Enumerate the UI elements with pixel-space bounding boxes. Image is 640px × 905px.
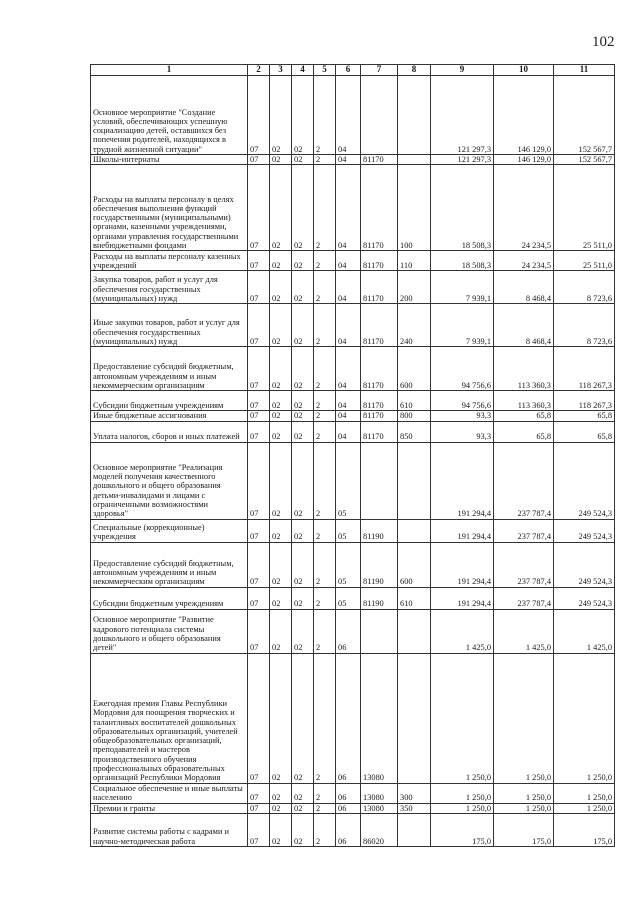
code-cell: 04 [336, 304, 361, 347]
code-cell: 2 [314, 587, 336, 609]
code-cell: 07 [248, 783, 270, 803]
code-cell: 81190 [361, 519, 398, 542]
table-row [91, 251, 615, 271]
code-cell: 13080 [361, 783, 398, 803]
code-cell: 81170 [361, 391, 398, 411]
code-cell: 02 [270, 421, 292, 442]
code-cell: 02 [270, 653, 292, 783]
code-cell: 02 [292, 442, 314, 519]
code-cell: 07 [248, 304, 270, 347]
code-cell: 81170 [361, 304, 398, 347]
code-cell: 600 [398, 542, 431, 587]
amount-cell: 249 524,3 [554, 442, 615, 519]
code-cell: 05 [336, 442, 361, 519]
code-cell: 02 [292, 587, 314, 609]
code-cell: 610 [398, 587, 431, 609]
code-cell: 02 [292, 391, 314, 411]
amount-cell: 191 294,4 [431, 442, 494, 519]
code-cell: 02 [292, 813, 314, 846]
table-row [91, 421, 615, 442]
code-cell: 13080 [361, 803, 398, 813]
code-cell: 02 [270, 803, 292, 813]
amount-cell: 24 234,5 [494, 251, 554, 271]
code-cell: 2 [314, 165, 336, 251]
table-row [91, 155, 615, 165]
code-cell: 02 [270, 519, 292, 542]
budget-table [90, 64, 615, 847]
code-cell [398, 653, 431, 783]
amount-cell: 121 297,3 [431, 76, 494, 155]
header-cell: 6 [336, 65, 361, 76]
table-row [91, 609, 615, 653]
amount-cell: 191 294,4 [431, 542, 494, 587]
row-name-cell: Предоставление субсидий бюджетным, автономным учреждениям и иным некоммерческим организациям [91, 542, 248, 587]
amount-cell: 7 939,1 [431, 271, 494, 304]
amount-cell: 1 250,0 [494, 783, 554, 803]
code-cell: 04 [336, 391, 361, 411]
row-name-cell: Премии и гранты [91, 803, 248, 813]
code-cell [361, 442, 398, 519]
code-cell: 610 [398, 391, 431, 411]
amount-cell: 25 511,0 [554, 251, 615, 271]
code-cell: 100 [398, 165, 431, 251]
amount-cell: 113 360,3 [494, 347, 554, 391]
amount-cell: 7 939,1 [431, 304, 494, 347]
table-row [91, 76, 615, 155]
code-cell: 02 [292, 542, 314, 587]
code-cell: 02 [270, 813, 292, 846]
code-cell: 02 [292, 783, 314, 803]
code-cell: 07 [248, 251, 270, 271]
code-cell: 2 [314, 783, 336, 803]
code-cell: 07 [248, 421, 270, 442]
row-name-cell: Иные закупки товаров, работ и услуг для обеспечения государственных (муниципальных) нужд [91, 304, 248, 347]
amount-cell: 118 267,3 [554, 347, 615, 391]
code-cell: 850 [398, 421, 431, 442]
code-cell: 86020 [361, 813, 398, 846]
amount-cell: 175,0 [554, 813, 615, 846]
code-cell: 06 [336, 803, 361, 813]
code-cell: 07 [248, 587, 270, 609]
amount-cell: 1 250,0 [431, 803, 494, 813]
code-cell: 2 [314, 813, 336, 846]
table-row [91, 519, 615, 542]
code-cell: 2 [314, 542, 336, 587]
code-cell: 04 [336, 251, 361, 271]
amount-cell: 249 524,3 [554, 519, 615, 542]
code-cell: 2 [314, 271, 336, 304]
amount-cell: 65,8 [554, 421, 615, 442]
code-cell: 02 [270, 304, 292, 347]
table-row [91, 347, 615, 391]
code-cell: 02 [270, 542, 292, 587]
code-cell: 07 [248, 803, 270, 813]
row-name-cell: Основное мероприятие "Развитие кадрового потенциала системы дошкольного и общего образования детей" [91, 609, 248, 653]
code-cell: 2 [314, 347, 336, 391]
header-cell: 9 [431, 65, 494, 76]
row-name-cell: Иные бюджетные ассигнования [91, 411, 248, 421]
code-cell: 13080 [361, 653, 398, 783]
page-number: 102 [592, 34, 615, 50]
code-cell: 04 [336, 271, 361, 304]
code-cell: 02 [292, 653, 314, 783]
amount-cell: 146 129,0 [494, 76, 554, 155]
code-cell: 02 [292, 347, 314, 391]
header-cell: 3 [270, 65, 292, 76]
amount-cell: 249 524,3 [554, 542, 615, 587]
amount-cell: 113 360,3 [494, 391, 554, 411]
code-cell: 07 [248, 442, 270, 519]
amount-cell: 191 294,4 [431, 587, 494, 609]
code-cell: 2 [314, 304, 336, 347]
code-cell: 02 [270, 391, 292, 411]
amount-cell: 175,0 [431, 813, 494, 846]
code-cell: 07 [248, 813, 270, 846]
code-cell: 2 [314, 653, 336, 783]
row-name-cell: Основное мероприятие "Реализация моделей получения качественного дошкольного и общего образования детьми-инвалидами и лицами с ограниченными возможностями здоровья" [91, 442, 248, 519]
code-cell: 2 [314, 421, 336, 442]
amount-cell: 8 468,4 [494, 271, 554, 304]
code-cell: 2 [314, 411, 336, 421]
amount-cell: 191 294,4 [431, 519, 494, 542]
code-cell: 02 [270, 251, 292, 271]
table-row [91, 165, 615, 251]
code-cell: 02 [292, 803, 314, 813]
code-cell: 2 [314, 251, 336, 271]
code-cell: 02 [270, 442, 292, 519]
amount-cell: 237 787,4 [494, 442, 554, 519]
code-cell: 02 [270, 587, 292, 609]
amount-cell: 8 723,6 [554, 304, 615, 347]
code-cell: 02 [270, 271, 292, 304]
code-cell: 2 [314, 609, 336, 653]
row-name-cell: Ежегодная премия Главы Республики Мордовия для поощрения творческих и талантливых воспитателей дошкольных образовательных организаций, учителей общеобразовательных организаций, преподавателей и мастеров производственного обучения профессиональных образовательных организаций Республики Мордовия [91, 653, 248, 783]
table-row [91, 587, 615, 609]
row-name-cell: Уплата налогов, сборов и иных платежей [91, 421, 248, 442]
code-cell: 240 [398, 304, 431, 347]
amount-cell: 1 250,0 [431, 653, 494, 783]
code-cell: 04 [336, 165, 361, 251]
code-cell: 300 [398, 783, 431, 803]
table-row [91, 391, 615, 411]
code-cell [398, 519, 431, 542]
table-row [91, 813, 615, 846]
code-cell: 81170 [361, 421, 398, 442]
code-cell: 2 [314, 803, 336, 813]
code-cell: 04 [336, 76, 361, 155]
header-cell: 2 [248, 65, 270, 76]
code-cell: 06 [336, 653, 361, 783]
code-cell: 04 [336, 421, 361, 442]
amount-cell: 18 508,3 [431, 251, 494, 271]
amount-cell: 1 250,0 [431, 783, 494, 803]
code-cell: 02 [292, 271, 314, 304]
code-cell: 05 [336, 542, 361, 587]
code-cell [361, 76, 398, 155]
code-cell: 81170 [361, 251, 398, 271]
amount-cell: 237 787,4 [494, 542, 554, 587]
code-cell: 800 [398, 411, 431, 421]
code-cell: 81190 [361, 542, 398, 587]
code-cell: 02 [292, 165, 314, 251]
code-cell: 02 [292, 609, 314, 653]
code-cell: 2 [314, 519, 336, 542]
header-cell: 4 [292, 65, 314, 76]
header-cell: 11 [554, 65, 615, 76]
amount-cell: 237 787,4 [494, 519, 554, 542]
row-name-cell: Специальные (коррекционные) учреждения [91, 519, 248, 542]
code-cell: 04 [336, 155, 361, 165]
code-cell [361, 609, 398, 653]
row-name-cell: Социальное обеспечение и иные выплаты населению [91, 783, 248, 803]
code-cell: 81170 [361, 165, 398, 251]
code-cell: 06 [336, 783, 361, 803]
code-cell: 02 [292, 411, 314, 421]
code-cell: 07 [248, 155, 270, 165]
row-name-cell: Расходы на выплаты персоналу в целях обеспечения выполнения функций государственными (муниципальными) органами, казенными учреждениями, органами управления государственными внебюджетными фондами [91, 165, 248, 251]
code-cell: 02 [270, 76, 292, 155]
table-row [91, 542, 615, 587]
header-row [91, 65, 615, 76]
amount-cell: 1 425,0 [494, 609, 554, 653]
row-name-cell: Расходы на выплаты персоналу казенных учреждений [91, 251, 248, 271]
row-name-cell: Школы-интернаты [91, 155, 248, 165]
row-name-cell: Предоставление субсидий бюджетным, автономным учреждениям и иным некоммерческим организациям [91, 347, 248, 391]
code-cell: 02 [292, 519, 314, 542]
code-cell: 02 [292, 155, 314, 165]
code-cell [398, 609, 431, 653]
row-name-cell: Субсидии бюджетным учреждениям [91, 587, 248, 609]
code-cell: 2 [314, 391, 336, 411]
code-cell: 02 [270, 155, 292, 165]
table-row [91, 271, 615, 304]
code-cell: 2 [314, 442, 336, 519]
amount-cell: 65,8 [494, 421, 554, 442]
amount-cell: 1 425,0 [554, 609, 615, 653]
header-cell: 1 [91, 65, 248, 76]
code-cell: 2 [314, 76, 336, 155]
amount-cell: 1 250,0 [554, 653, 615, 783]
code-cell: 81170 [361, 411, 398, 421]
amount-cell: 1 250,0 [554, 783, 615, 803]
amount-cell: 146 129,0 [494, 155, 554, 165]
amount-cell: 237 787,4 [494, 587, 554, 609]
amount-cell: 65,8 [494, 411, 554, 421]
row-name-cell: Развитие системы работы с кадрами и научно-методическая работа [91, 813, 248, 846]
amount-cell: 8 723,6 [554, 271, 615, 304]
code-cell: 2 [314, 155, 336, 165]
amount-cell: 94 756,6 [431, 391, 494, 411]
code-cell: 04 [336, 347, 361, 391]
amount-cell: 24 234,5 [494, 165, 554, 251]
code-cell: 07 [248, 609, 270, 653]
row-name-cell: Закупка товаров, работ и услуг для обеспечения государственных (муниципальных) нужд [91, 271, 248, 304]
code-cell: 81170 [361, 347, 398, 391]
code-cell: 02 [270, 347, 292, 391]
code-cell: 02 [292, 421, 314, 442]
amount-cell: 1 250,0 [554, 803, 615, 813]
amount-cell: 25 511,0 [554, 165, 615, 251]
amount-cell: 152 567,7 [554, 76, 615, 155]
amount-cell: 94 756,6 [431, 347, 494, 391]
code-cell: 06 [336, 813, 361, 846]
table-row [91, 783, 615, 803]
code-cell: 07 [248, 347, 270, 391]
code-cell: 110 [398, 251, 431, 271]
amount-cell: 152 567,7 [554, 155, 615, 165]
table-row [91, 803, 615, 813]
code-cell: 07 [248, 411, 270, 421]
amount-cell: 8 468,4 [494, 304, 554, 347]
row-name-cell: Основное мероприятие "Создание условий, обеспечивающих успешную социализацию детей, оставшихся без попечения родителей, находящихся в трудной жизненной ситуации" [91, 76, 248, 155]
code-cell: 07 [248, 653, 270, 783]
code-cell: 81170 [361, 271, 398, 304]
code-cell: 02 [292, 251, 314, 271]
code-cell: 81190 [361, 587, 398, 609]
code-cell: 05 [336, 587, 361, 609]
header-cell: 7 [361, 65, 398, 76]
header-cell: 8 [398, 65, 431, 76]
table-row [91, 653, 615, 783]
row-name-cell: Субсидии бюджетным учреждениям [91, 391, 248, 411]
code-cell: 04 [336, 411, 361, 421]
code-cell: 02 [270, 165, 292, 251]
code-cell: 02 [270, 609, 292, 653]
amount-cell: 18 508,3 [431, 165, 494, 251]
code-cell: 07 [248, 165, 270, 251]
code-cell: 07 [248, 391, 270, 411]
code-cell: 05 [336, 519, 361, 542]
code-cell: 02 [270, 783, 292, 803]
code-cell: 02 [292, 304, 314, 347]
amount-cell: 118 267,3 [554, 391, 615, 411]
code-cell: 02 [292, 76, 314, 155]
code-cell: 02 [270, 411, 292, 421]
code-cell: 07 [248, 76, 270, 155]
code-cell: 06 [336, 609, 361, 653]
amount-cell: 175,0 [494, 813, 554, 846]
amount-cell: 65,8 [554, 411, 615, 421]
code-cell: 81170 [361, 155, 398, 165]
code-cell: 350 [398, 803, 431, 813]
amount-cell: 249 524,3 [554, 587, 615, 609]
header-cell: 10 [494, 65, 554, 76]
code-cell: 07 [248, 542, 270, 587]
code-cell [398, 76, 431, 155]
amount-cell: 1 250,0 [494, 803, 554, 813]
code-cell: 07 [248, 271, 270, 304]
header-cell: 5 [314, 65, 336, 76]
code-cell: 07 [248, 519, 270, 542]
code-cell [398, 442, 431, 519]
amount-cell: 1 425,0 [431, 609, 494, 653]
code-cell [398, 155, 431, 165]
table-row [91, 442, 615, 519]
code-cell: 600 [398, 347, 431, 391]
code-cell [398, 813, 431, 846]
amount-cell: 1 250,0 [494, 653, 554, 783]
amount-cell: 93,3 [431, 411, 494, 421]
code-cell: 200 [398, 271, 431, 304]
amount-cell: 121 297,3 [431, 155, 494, 165]
table-row [91, 411, 615, 421]
amount-cell: 93,3 [431, 421, 494, 442]
table-row [91, 304, 615, 347]
